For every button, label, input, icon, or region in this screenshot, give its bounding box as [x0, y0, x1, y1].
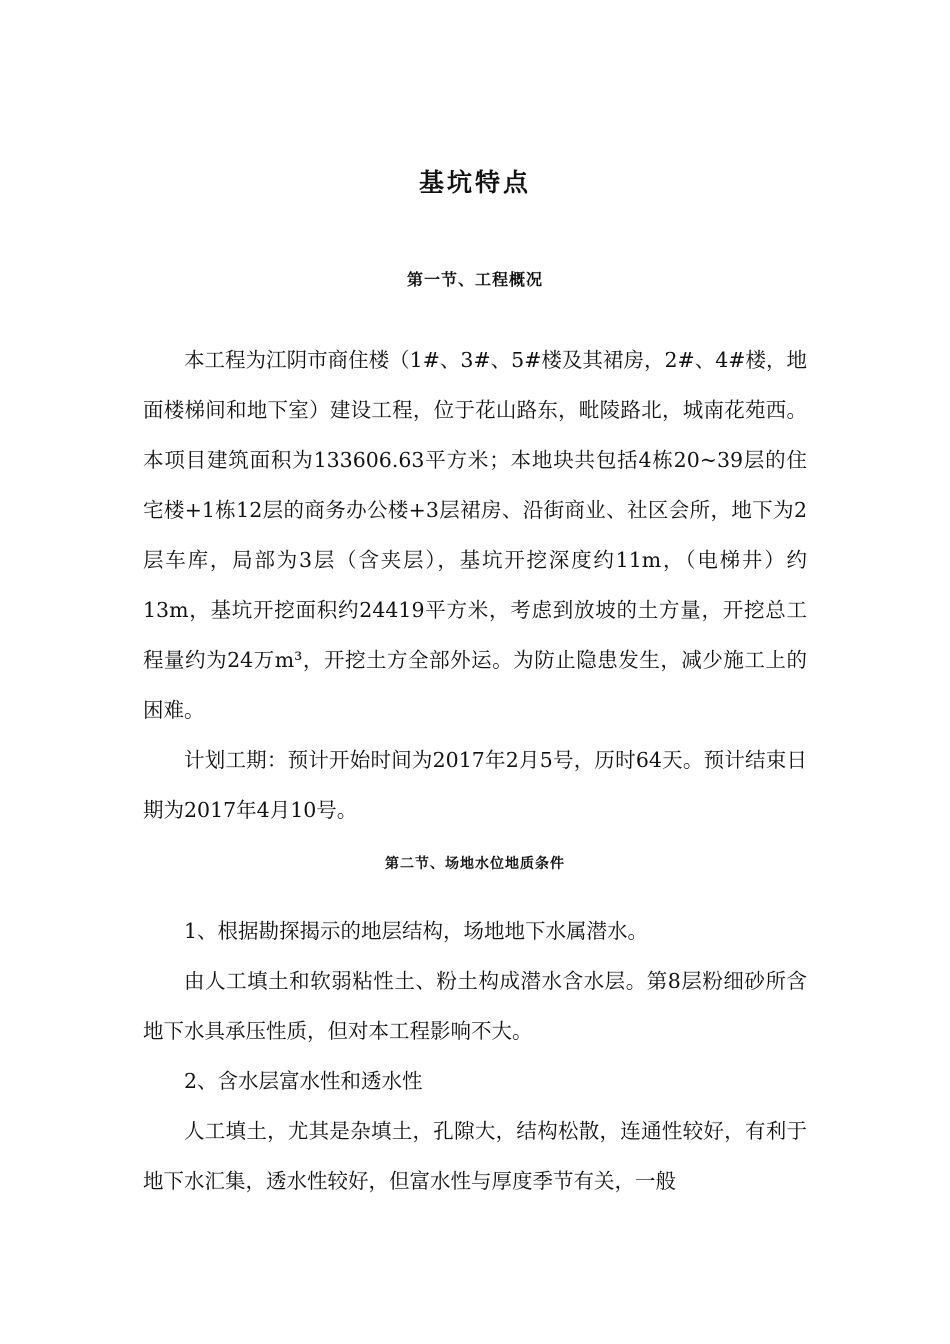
- section-1-body: [143, 335, 807, 835]
- section-2-heading: 第二节、场地水位地质条件: [385, 856, 565, 872]
- paragraph: 1、根据勘探揭示的地层结构，场地地下水属潜水。: [184, 919, 649, 943]
- paragraph: 2、含水层富水性和透水性: [184, 1069, 423, 1093]
- section-2-body: [143, 906, 807, 1206]
- paragraph: 人工填土，尤其是杂填土，孔隙大，结构松散，连通性较好，有利于地下水汇集，透水性较好，但富水性与厚度季节有关，一般: [143, 1119, 807, 1193]
- section-1-heading: 第一节、工程概况: [406, 270, 543, 289]
- paragraph: 计划工期：预计开始时间为2017年2月5号，历时64天。预计结束日期为2017年4月10号。: [143, 748, 807, 822]
- paragraph: 本工程为江阴市商住楼（1#、3#、5#楼及其裙房，2#、4#楼，地面楼梯间和地下室）建设工程，位于花山路东，毗陵路北，城南花苑西。本项目建筑面积为133606.63平方米；本地块共包括4栋20~39层的住宅楼+1栋12层的商务办公楼+3层裙房、沿街商业、社区会所，地下为2层车库，局部为3层（含夹层），基坑开挖深度约11m，（电梯井）约13m，基坑开挖面积约24419平方米，考虑到放坡的土方量，开挖总工程量约为24万m³，开挖土方全部外运。为防止隐患发生，减少施工上的困难。: [143, 348, 807, 722]
- document-title: 基坑特点: [418, 168, 531, 197]
- paragraph: 由人工填土和软弱粘性土、粉土构成潜水含水层。第8层粉细砂所含地下水具承压性质，但对本工程影响不大。: [143, 969, 807, 1043]
